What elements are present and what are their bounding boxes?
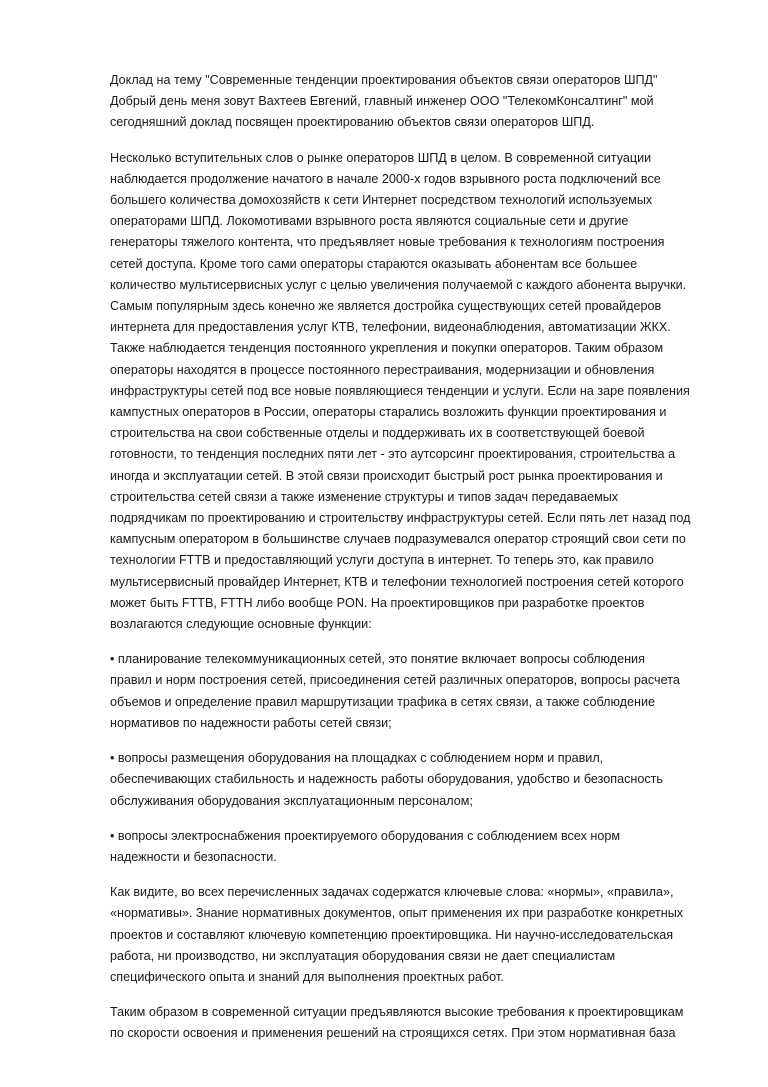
paragraph: [110, 882, 720, 988]
text-line: проектов и составляют ключевую компетенцию проектировщика. Ни научно-исследовательская: [110, 927, 674, 942]
paragraph: [110, 70, 720, 134]
text-line: операторами ШПД. Локомотивами взрывного роста являются социальные сети и другие: [110, 214, 629, 229]
text-line: мультисервисный провайдер Интернет, КТВ и телефонии технологией построения сетей которого: [110, 574, 684, 589]
text-line: • планирование телекоммуникационных сетей, это понятие включает вопросы соблюдения: [110, 652, 645, 667]
text-line: кампустных операторов в России, операторы старались возложить функции проектирования и: [110, 405, 667, 420]
text-line: инфраструктуры сетей под все новые появляющиеся тенденции и услуги. Если на заре появления: [110, 383, 690, 398]
text-line: возлагаются следующие основные функции:: [110, 617, 372, 632]
paragraph: [110, 826, 720, 868]
text-line: строительства на свои собственные отделы и поддерживать их в соответствующей боевой: [110, 426, 645, 441]
paragraph: [110, 748, 720, 812]
text-line: генераторы тяжелого контента, что предъявляет новые требования к технологиям построения: [110, 235, 665, 250]
text-line: кампусным оператором в большинстве случаев подразумевался оператор строящий свои сети по: [110, 532, 686, 547]
text-line: специфического опыта и знаний для выполнения проектных работ.: [110, 969, 504, 984]
text-line: Добрый день меня зовут Вахтеев Евгений, главный инженер ООО "ТелекомКонсалтинг" мой: [110, 94, 654, 109]
text-line: интернета для предоставления услуг КТВ, телефонии, видеонаблюдения, автоматизации ЖКХ.: [110, 320, 671, 335]
text-line: подрядчикам по проектированию и строительству инфраструктуры сетей. Если пять лет назад под: [110, 511, 691, 526]
text-line: обеспечивающих стабильность и надежность работы оборудования, удобство и безопасность: [110, 772, 663, 787]
text-line: правил и норм построения сетей, присоединения сетей различных операторов, вопросы расчета: [110, 673, 680, 688]
text-line: «нормативы». Знание нормативных документов, опыт применения их при разработке конкретных: [110, 906, 684, 921]
text-line: строительства сетей связи а также изменение структуры и типов задач передаваемых: [110, 489, 619, 504]
text-line: нормативов по надежности работы сетей связи;: [110, 715, 392, 730]
text-line: сетей доступа. Кроме того сами операторы стараются оказывать абонентам все большее: [110, 256, 638, 271]
text-line: • вопросы электроснабжения проектируемого оборудования с соблюдением всех норм: [110, 828, 620, 843]
text-line: надежности и безопасности.: [110, 849, 277, 864]
text-line: Как видите, во всех перечисленных задачах содержатся ключевые слова: «нормы», «правила»,: [110, 885, 674, 900]
text-line: • вопросы размещения оборудования на площадках с соблюдением норм и правил,: [110, 751, 604, 766]
text-line: Доклад на тему "Современные тенденции проектирования объектов связи операторов ШПД": [110, 73, 658, 87]
text-line: по скорости освоения и применения решений на строящихся сетях. При этом нормативная база: [110, 1026, 676, 1041]
paragraph: [110, 649, 720, 734]
text-line: Таким образом в современной ситуации предъявляются высокие требования к проектировщикам: [110, 1005, 684, 1020]
text-line: сегодняшний доклад посвящен проектированию объектов связи операторов ШПД.: [110, 115, 595, 130]
text-line: Также наблюдается тенденция постоянного укрепления и покупки операторов. Таким образом: [110, 341, 664, 356]
text-line: большего количества домохозяйств к сети Интернет посредством технологий используемых: [110, 193, 653, 208]
text-line: иногда и эксплуатации сетей. В этой связи происходит быстрый рост рынка проектирования и: [110, 468, 663, 483]
text-line: операторы находятся в процессе постоянного перестраивания, модернизации и обновления: [110, 362, 655, 377]
text-line: количество мультисервисных услуг с целью увеличения получаемой с каждого абонента выручки.: [110, 277, 687, 292]
text-line: объемов и определение правил маршрутизации трафика в сетях связи, а также соблюдение: [110, 694, 655, 709]
text-line: Несколько вступительных слов о рынке операторов ШПД в целом. В современной ситуации: [110, 150, 652, 165]
text-line: Самым популярным здесь конечно же является достройка существующих сетей провайдеров: [110, 299, 662, 314]
text-line: технологии FTTB и предоставляющий услуги доступа в интернет. То теперь это, как правило: [110, 553, 654, 568]
text-line: наблюдается продолжение начатого в начале 2000-х годов взрывного роста подключений все: [110, 171, 661, 186]
document-body: [110, 70, 720, 1059]
text-line: работа, ни производство, ни эксплуатация оборудования связи не дает специалистам: [110, 948, 616, 963]
paragraph: [110, 148, 720, 636]
paragraph: [110, 1002, 720, 1044]
text-line: может быть FTTB, FTTH либо вообще PON. На проектировщиков при разработке проектов: [110, 595, 645, 610]
text-line: готовности, то тенденция последних пяти лет - это аутсорсинг проектирования, строительства а: [110, 447, 676, 462]
text-line: обслуживания оборудования эксплуатационным персоналом;: [110, 793, 473, 808]
